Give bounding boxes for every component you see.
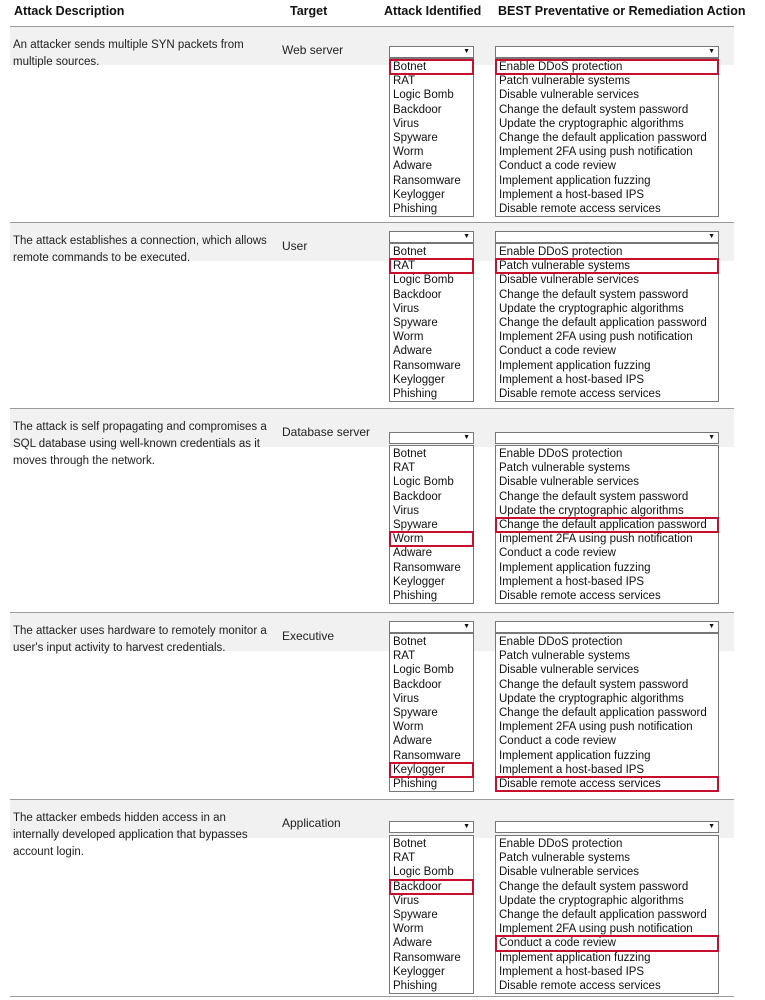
attack-option[interactable]: Logic Bomb: [393, 866, 454, 879]
target-label: Database server: [282, 425, 371, 439]
action-option[interactable]: Disable vulnerable services: [499, 89, 639, 102]
action-option[interactable]: Change the default application password: [499, 316, 707, 329]
attack-option[interactable]: Logic Bomb: [393, 274, 454, 287]
action-option[interactable]: Implement 2FA using push notification: [499, 721, 693, 734]
dropdown-arrow-icon[interactable]: ▼: [708, 823, 715, 830]
attack-description: The attacker embeds hidden access in an internally developed application that bypasses account login.: [13, 812, 248, 858]
attack-option[interactable]: Spyware: [393, 518, 438, 531]
action-option-selected[interactable]: Enable DDoS protection: [496, 60, 718, 74]
action-dropdown[interactable]: [495, 46, 719, 58]
attack-description: The attack establishes a connection, which allows remote commands to be executed.: [13, 235, 267, 264]
action-option[interactable]: Update the cryptographic algorithms: [499, 692, 684, 705]
question-row: [10, 26, 734, 223]
action-option[interactable]: Change the default system password: [499, 490, 689, 503]
attack-option[interactable]: Ransomware: [393, 561, 461, 574]
attack-option[interactable]: Botnet: [393, 246, 427, 258]
attack-option[interactable]: Virus: [393, 117, 419, 130]
action-option[interactable]: Enable DDoS protection: [499, 636, 623, 648]
action-option[interactable]: Change the default system password: [499, 880, 689, 893]
attack-option[interactable]: Spyware: [393, 908, 438, 921]
action-option[interactable]: Update the cryptographic algorithms: [499, 504, 684, 517]
action-option[interactable]: Conduct a code review: [499, 160, 616, 173]
attack-option[interactable]: Keylogger: [393, 575, 445, 588]
attack-listbox[interactable]: [389, 633, 474, 792]
header-best-action: BEST Preventative or Remediation Action: [498, 4, 746, 18]
attack-option[interactable]: Ransomware: [393, 951, 461, 964]
action-option[interactable]: Disable remote access services: [499, 979, 661, 992]
attack-description: The attack is self propagating and compromises a SQL database using well-known credentials as it moves through the network.: [13, 421, 267, 467]
attack-option[interactable]: Worm: [393, 923, 424, 936]
attack-option[interactable]: Virus: [393, 692, 419, 705]
action-option[interactable]: Patch vulnerable systems: [499, 852, 631, 865]
action-option[interactable]: Implement application fuzzing: [499, 749, 651, 762]
dropdown-arrow-icon[interactable]: ▼: [708, 233, 715, 240]
action-option[interactable]: Implement application fuzzing: [499, 359, 651, 372]
attack-option[interactable]: RAT: [393, 650, 416, 663]
attack-option[interactable]: Phishing: [393, 387, 438, 400]
action-listbox[interactable]: [495, 633, 719, 792]
action-option[interactable]: Implement a host-based IPS: [499, 575, 645, 588]
attack-listbox[interactable]: [389, 835, 474, 994]
attack-option[interactable]: Phishing: [393, 202, 438, 215]
attack-option[interactable]: RAT: [393, 75, 416, 88]
attack-option[interactable]: Botnet: [393, 838, 427, 850]
action-listbox[interactable]: [495, 58, 719, 217]
dropdown-arrow-icon[interactable]: ▼: [708, 623, 715, 630]
action-option[interactable]: Implement application fuzzing: [499, 561, 651, 574]
action-option[interactable]: Change the default system password: [499, 103, 689, 116]
attack-option[interactable]: Backdoor: [393, 678, 442, 691]
action-listbox[interactable]: [495, 243, 719, 402]
attack-listbox[interactable]: [389, 243, 474, 402]
attack-option[interactable]: Adware: [393, 345, 432, 358]
attack-option[interactable]: Ransomware: [393, 359, 461, 372]
action-option[interactable]: Implement a host-based IPS: [499, 965, 645, 978]
action-option[interactable]: Implement application fuzzing: [499, 951, 651, 964]
attack-listbox[interactable]: [389, 445, 474, 604]
attack-option[interactable]: Virus: [393, 302, 419, 315]
action-dropdown[interactable]: [495, 432, 719, 444]
action-option[interactable]: Patch vulnerable systems: [499, 650, 631, 663]
attack-option-selected[interactable]: RAT: [390, 259, 473, 273]
attack-option[interactable]: Logic Bomb: [393, 476, 454, 489]
attack-option[interactable]: RAT: [393, 852, 416, 865]
action-option[interactable]: Disable vulnerable services: [499, 866, 639, 879]
action-option[interactable]: Change the default application password: [499, 706, 707, 719]
action-option-selected[interactable]: Conduct a code review: [496, 936, 718, 950]
attack-option[interactable]: Botnet: [393, 448, 427, 460]
action-option[interactable]: Implement 2FA using push notification: [499, 146, 693, 159]
attack-dropdown[interactable]: [389, 46, 474, 58]
dropdown-arrow-icon[interactable]: ▼: [463, 623, 470, 630]
attack-option[interactable]: RAT: [393, 462, 416, 475]
target-label: Web server: [282, 43, 344, 57]
attack-option[interactable]: Adware: [393, 735, 432, 748]
action-option[interactable]: Enable DDoS protection: [499, 838, 623, 850]
action-option[interactable]: Implement a host-based IPS: [499, 763, 645, 776]
attack-option[interactable]: Worm: [393, 146, 424, 159]
action-dropdown[interactable]: [495, 231, 719, 243]
action-option[interactable]: Update the cryptographic algorithms: [499, 117, 684, 130]
attack-option[interactable]: Spyware: [393, 316, 438, 329]
attack-option[interactable]: Ransomware: [393, 749, 461, 762]
action-option[interactable]: Implement 2FA using push notification: [499, 331, 693, 344]
dropdown-arrow-icon[interactable]: ▼: [463, 48, 470, 55]
action-option[interactable]: Implement a host-based IPS: [499, 188, 645, 201]
action-option-selected[interactable]: Disable remote access services: [496, 777, 718, 791]
attack-option-selected[interactable]: Worm: [390, 532, 473, 546]
question-row: [10, 408, 734, 613]
attack-option[interactable]: Backdoor: [393, 103, 442, 116]
dropdown-arrow-icon[interactable]: ▼: [463, 233, 470, 240]
action-option[interactable]: Implement application fuzzing: [499, 174, 651, 187]
attack-description: An attacker sends multiple SYN packets from multiple sources.: [13, 39, 244, 68]
attack-option-selected[interactable]: Keylogger: [390, 763, 473, 777]
action-listbox[interactable]: [495, 445, 719, 604]
attack-option[interactable]: Phishing: [393, 589, 438, 602]
action-option[interactable]: Change the default application password: [499, 131, 707, 144]
header-target: Target: [290, 4, 328, 18]
action-option[interactable]: Conduct a code review: [499, 735, 616, 748]
question-row: [10, 612, 734, 800]
attack-option[interactable]: Adware: [393, 937, 432, 950]
header-attack-description: Attack Description: [14, 4, 125, 18]
attack-dropdown[interactable]: [389, 821, 474, 833]
action-option[interactable]: Disable vulnerable services: [499, 274, 639, 287]
action-option[interactable]: Disable remote access services: [499, 202, 661, 215]
action-dropdown[interactable]: [495, 621, 719, 633]
action-option[interactable]: Patch vulnerable systems: [499, 75, 631, 88]
action-option[interactable]: Implement 2FA using push notification: [499, 533, 693, 546]
attack-option[interactable]: Keylogger: [393, 373, 445, 386]
action-option[interactable]: Enable DDoS protection: [499, 448, 623, 460]
attack-option[interactable]: Phishing: [393, 979, 438, 992]
attack-option[interactable]: Botnet: [393, 636, 427, 648]
attack-option[interactable]: Phishing: [393, 777, 438, 790]
action-option[interactable]: Disable vulnerable services: [499, 664, 639, 677]
action-option[interactable]: Conduct a code review: [499, 547, 616, 560]
action-option[interactable]: Update the cryptographic algorithms: [499, 894, 684, 907]
header-attack-identified: Attack Identified: [384, 4, 482, 18]
attack-option[interactable]: Keylogger: [393, 965, 445, 978]
attack-option[interactable]: Adware: [393, 547, 432, 560]
attack-option[interactable]: Adware: [393, 160, 432, 173]
action-dropdown[interactable]: [495, 821, 719, 833]
attack-dropdown[interactable]: [389, 621, 474, 633]
action-option[interactable]: Implement 2FA using push notification: [499, 923, 693, 936]
action-option[interactable]: Implement a host-based IPS: [499, 373, 645, 386]
attack-option[interactable]: Virus: [393, 504, 419, 517]
action-option[interactable]: Change the default system password: [499, 288, 689, 301]
attack-option[interactable]: Keylogger: [393, 188, 445, 201]
attack-option[interactable]: Virus: [393, 894, 419, 907]
attack-option-selected[interactable]: Backdoor: [390, 880, 473, 894]
dropdown-arrow-icon[interactable]: ▼: [708, 434, 715, 441]
attack-option[interactable]: Spyware: [393, 706, 438, 719]
action-option[interactable]: Disable remote access services: [499, 589, 661, 602]
attack-option[interactable]: Logic Bomb: [393, 89, 454, 102]
action-option[interactable]: Conduct a code review: [499, 345, 616, 358]
dropdown-arrow-icon[interactable]: ▼: [708, 48, 715, 55]
attack-option-selected[interactable]: Botnet: [390, 60, 473, 74]
attack-option[interactable]: Logic Bomb: [393, 664, 454, 677]
action-option[interactable]: Patch vulnerable systems: [499, 462, 631, 475]
action-option[interactable]: Enable DDoS protection: [499, 246, 623, 258]
action-option-selected[interactable]: Change the default application password: [496, 518, 718, 532]
action-option[interactable]: Disable remote access services: [499, 387, 661, 400]
attack-option[interactable]: Backdoor: [393, 490, 442, 503]
target-label: Executive: [282, 629, 335, 643]
action-option[interactable]: Update the cryptographic algorithms: [499, 302, 684, 315]
action-option-selected[interactable]: Patch vulnerable systems: [496, 259, 718, 273]
dropdown-arrow-icon[interactable]: ▼: [463, 823, 470, 830]
action-listbox[interactable]: [495, 835, 719, 994]
attack-dropdown[interactable]: [389, 432, 474, 444]
table-bottom-border: [10, 996, 734, 997]
attack-option[interactable]: Worm: [393, 331, 424, 344]
action-option[interactable]: Change the default system password: [499, 678, 689, 691]
attack-description: The attacker uses hardware to remotely monitor a user's input activity to harvest credentials.: [13, 625, 267, 654]
dropdown-arrow-icon[interactable]: ▼: [463, 434, 470, 441]
attack-option[interactable]: Backdoor: [393, 288, 442, 301]
attack-option[interactable]: Worm: [393, 721, 424, 734]
question-row: [10, 799, 734, 997]
action-option[interactable]: Disable vulnerable services: [499, 476, 639, 489]
action-option[interactable]: Change the default application password: [499, 908, 707, 921]
attack-option[interactable]: Ransomware: [393, 174, 461, 187]
attack-dropdown[interactable]: [389, 231, 474, 243]
target-label: User: [282, 239, 308, 253]
question-row: [10, 222, 734, 409]
target-label: Application: [282, 816, 341, 830]
attack-listbox[interactable]: [389, 58, 474, 217]
attack-option[interactable]: Spyware: [393, 131, 438, 144]
